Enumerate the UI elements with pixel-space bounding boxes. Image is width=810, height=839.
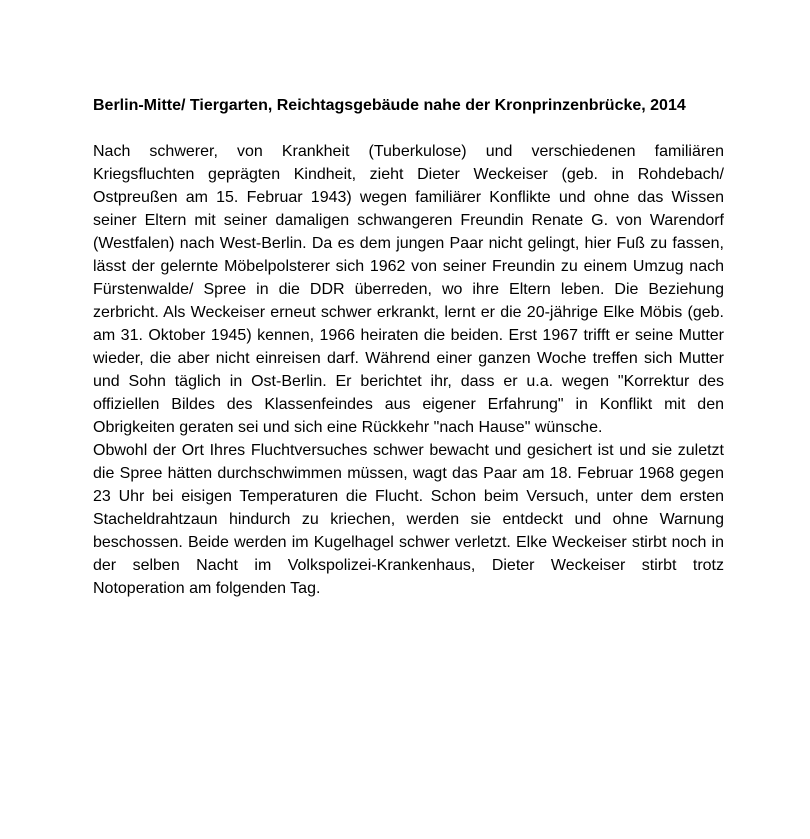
document-body (93, 140, 724, 600)
paragraph-biography: Nach schwerer, von Krankheit (Tuberkulose) und verschiedenen familiären Kriegsfluchten geprägten Kindheit, zieht Dieter Weckeiser (geb. in Rohdebach/ Ostpreußen am 15. Februar 1943) wegen familiärer Konflikte und ohne das Wissen seiner Eltern mit seiner damaligen schwangeren Freundin Renate G. von Warendorf (Westfalen) nach West-Berlin. Da es dem jungen Paar nicht gelingt, hier Fuß zu fassen, lässt der gelernte Möbelpolsterer sich 1962 von seiner Freundin zu einem Umzug nach Fürstenwalde/ Spree in die DDR überreden, wo ihre Eltern leben. Die Beziehung zerbricht. Als Weckeiser erneut schwer erkrankt, lernt er die 20-jährige Elke Möbis (geb. am 31. Oktober 1945) kennen, 1966 heiraten die beiden. Erst 1967 trifft er seine Mutter wieder, die aber nicht einreisen darf. Während einer ganzen Woche treffen sich Mutter und Sohn täglich in Ost-Berlin. Er berichtet ihr, dass er u.a. wegen "Korrektur des offiziellen Bildes des Klassenfeindes aus eigener Erfahrung" in Konflikt mit den Obrigkeiten geraten sei und sich eine Rückkehr "nach Hause" wünsche. (93, 143, 724, 436)
paragraph-escape-attempt: Obwohl der Ort Ihres Fluchtversuches schwer bewacht und gesichert ist und sie zuletzt die Spree hätten durchschwimmen müssen, wagt das Paar am 18. Februar 1968 gegen 23 Uhr bei eisigen Temperaturen die Flucht. Schon beim Versuch, unter dem ersten Stacheldrahtzaun hindurch zu kriechen, werden sie entdeckt und ohne Warnung beschossen. Beide werden im Kugelhagel schwer verletzt. Elke Weckeiser stirbt noch in der selben Nacht im Volkspolizei-Krankenhaus, Dieter Weckeiser stirbt trotz Notoperation am folgenden Tag. (93, 442, 724, 597)
document-title: Berlin-Mitte/ Tiergarten, Reichtagsgebäude nahe der Kronprinzenbrücke, 2014 (93, 97, 686, 114)
document-content (93, 94, 724, 600)
